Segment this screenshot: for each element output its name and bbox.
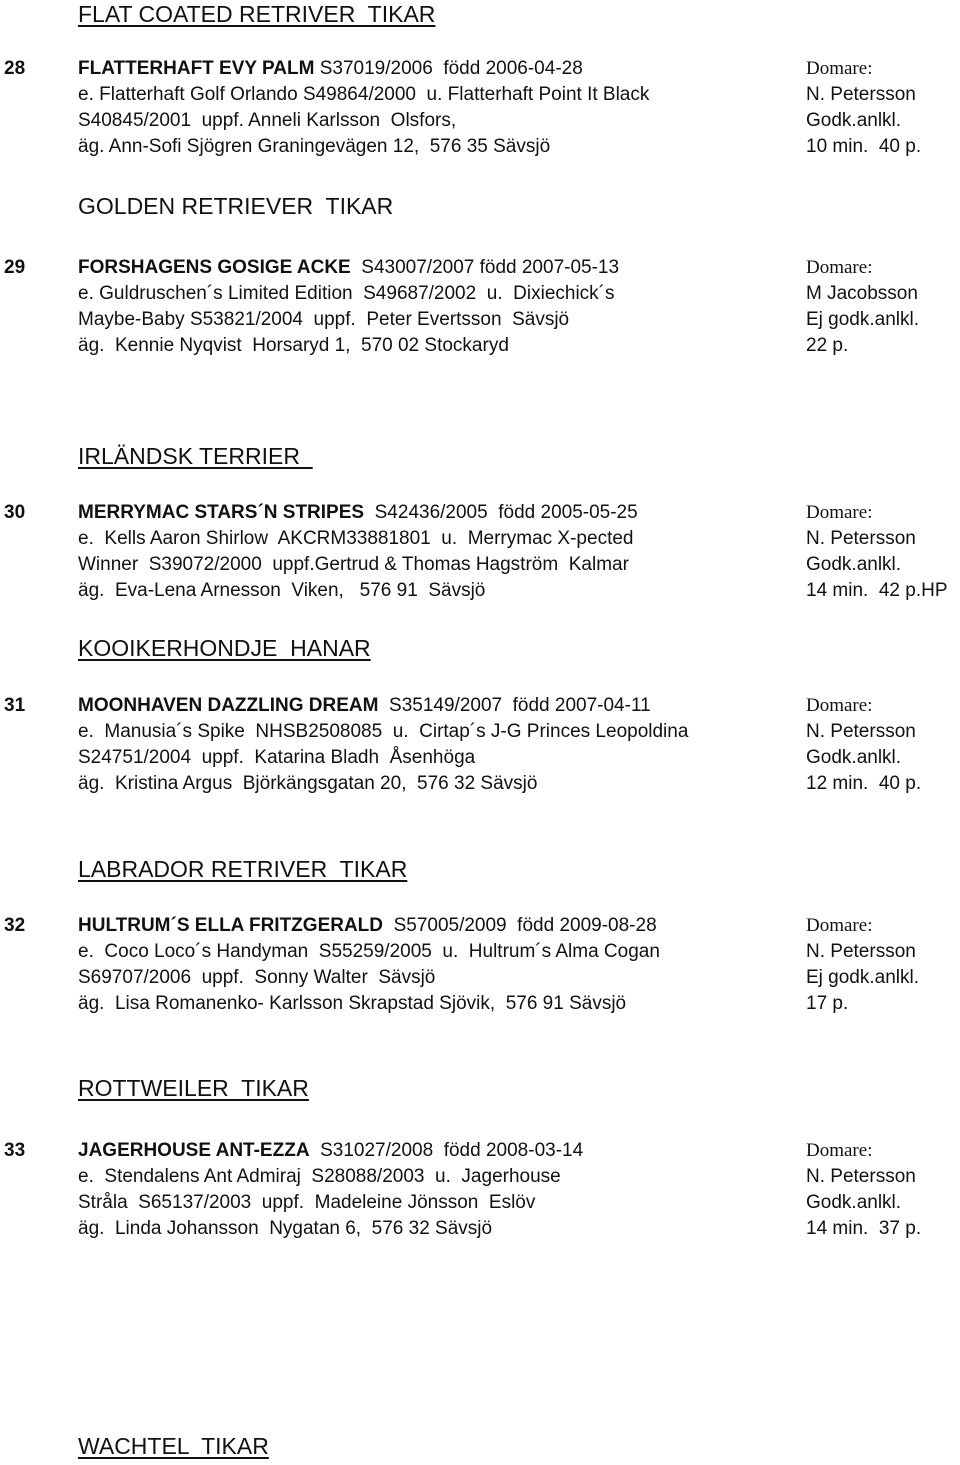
- result: Ej godk.anlkl.: [806, 967, 920, 988]
- dog-entry: [0, 693, 960, 803]
- dog-entry: [0, 913, 960, 1023]
- parents-line: e. Flatterhaft Golf Orlando S49864/2000 u. Flatterhaft Point It Black: [78, 84, 650, 105]
- section-heading: ROTTWEILER TIKAR: [78, 1075, 309, 1101]
- owner-line: äg. Kennie Nyqvist Horsaryd 1, 570 02 Stockaryd: [78, 335, 509, 356]
- dog-name: FORSHAGENS GOSIGE ACKE: [78, 257, 351, 278]
- owner-line: äg. Kristina Argus Björkängsgatan 20, 576 32 Sävsjö: [78, 773, 538, 794]
- dog-entry: [0, 56, 960, 166]
- parents-line: e. Stendalens Ant Admiraj S28088/2003 u. Jagerhouse: [78, 1166, 561, 1187]
- section-heading: FLAT COATED RETRIVER TIKAR: [78, 1, 436, 27]
- section-heading: IRLÄNDSK TERRIER: [78, 443, 313, 469]
- judge-label: Domare:: [806, 502, 873, 523]
- time-and-points: 14 min. 42 p.HP: [806, 580, 948, 601]
- judge-name: N. Petersson: [806, 84, 916, 105]
- entry-first-line: [78, 1138, 798, 1164]
- judge-name: N. Petersson: [806, 528, 916, 549]
- dog-entry: [0, 1138, 960, 1248]
- judge-block: [806, 913, 960, 1017]
- breeder-line: Maybe-Baby S53821/2004 uppf. Peter Evertsson Sävsjö: [78, 309, 570, 330]
- entry-info: [78, 913, 798, 1017]
- entry-info: [78, 500, 798, 604]
- entry-info: [78, 1138, 798, 1242]
- time-and-points: 22 p.: [806, 335, 849, 356]
- parents-line: e. Kells Aaron Shirlow AKCRM33881801 u. Merrymac X-pected: [78, 528, 634, 549]
- registration-and-birth: S35149/2007 född 2007-04-11: [378, 695, 651, 716]
- registration-and-birth: S37019/2006 född 2006-04-28: [314, 58, 583, 79]
- time-and-points: 14 min. 37 p.: [806, 1218, 922, 1239]
- dog-name: FLATTERHAFT EVY PALM: [78, 58, 315, 79]
- judge-label: Domare:: [806, 58, 873, 79]
- registration-and-birth: S43007/2007 född 2007-05-13: [350, 257, 620, 278]
- dog-name: HULTRUM´S ELLA FRITZGERALD: [78, 915, 384, 936]
- dog-entry: [0, 255, 960, 365]
- dog-name: MERRYMAC STARS´N STRIPES: [78, 502, 365, 523]
- entry-info: [78, 693, 798, 797]
- judge-block: [806, 500, 960, 604]
- entry-number: 29: [4, 257, 26, 278]
- dog-name: JAGERHOUSE ANT-EZZA: [78, 1140, 310, 1161]
- entry-first-line: [78, 500, 798, 526]
- judge-name: M Jacobsson: [806, 283, 918, 304]
- breeder-line: S24751/2004 uppf. Katarina Bladh Åsenhöga: [78, 747, 476, 768]
- entry-info: [78, 255, 798, 359]
- entry-first-line: [78, 255, 798, 281]
- result: Godk.anlkl.: [806, 747, 902, 768]
- judge-label: Domare:: [806, 915, 873, 936]
- entry-number: 28: [4, 58, 26, 79]
- section-heading: LABRADOR RETRIVER TIKAR: [78, 856, 408, 882]
- time-and-points: 17 p.: [806, 993, 849, 1014]
- entry-number: 32: [4, 915, 26, 936]
- time-and-points: 10 min. 40 p.: [806, 136, 922, 157]
- judge-label: Domare:: [806, 257, 873, 278]
- dog-entry: [0, 500, 960, 610]
- parents-line: e. Coco Loco´s Handyman S55259/2005 u. Hultrum´s Alma Cogan: [78, 941, 660, 962]
- entry-first-line: [78, 693, 798, 719]
- section-heading: GOLDEN RETRIEVER TIKAR: [78, 193, 394, 219]
- breeder-line: S40845/2001 uppf. Anneli Karlsson Olsfors,: [78, 110, 457, 131]
- result: Godk.anlkl.: [806, 110, 902, 131]
- section-heading: KOOIKERHONDJE HANAR: [78, 635, 371, 661]
- judge-label: Domare:: [806, 1140, 873, 1161]
- judge-name: N. Petersson: [806, 721, 916, 742]
- entry-first-line: [78, 56, 798, 82]
- dog-name: MOONHAVEN DAZZLING DREAM: [78, 695, 379, 716]
- time-and-points: 12 min. 40 p.: [806, 773, 922, 794]
- result: Godk.anlkl.: [806, 554, 902, 575]
- judge-block: [806, 693, 960, 797]
- judge-block: [806, 1138, 960, 1242]
- breeder-line: Winner S39072/2000 uppf.Gertrud & Thomas Hagström Kalmar: [78, 554, 629, 575]
- entry-number: 31: [4, 695, 26, 716]
- judge-block: [806, 255, 960, 359]
- entry-first-line: [78, 913, 798, 939]
- parents-line: e. Manusia´s Spike NHSB2508085 u. Cirtap´s J-G Princes Leopoldina: [78, 721, 689, 742]
- judge-name: N. Petersson: [806, 1166, 916, 1187]
- registration-and-birth: S57005/2009 född 2009-08-28: [383, 915, 657, 936]
- section-heading: WACHTEL TIKAR: [78, 1433, 269, 1459]
- owner-line: äg. Eva-Lena Arnesson Viken, 576 91 Sävsjö: [78, 580, 486, 601]
- entry-info: [78, 56, 798, 160]
- registration-and-birth: S42436/2005 född 2005-05-25: [364, 502, 638, 523]
- owner-line: äg. Linda Johansson Nygatan 6, 576 32 Sävsjö: [78, 1218, 493, 1239]
- entry-number: 33: [4, 1140, 26, 1161]
- judge-block: [806, 56, 960, 160]
- breeder-line: Stråla S65137/2003 uppf. Madeleine Jönsson Eslöv: [78, 1192, 536, 1213]
- owner-line: äg. Ann-Sofi Sjögren Graningevägen 12, 576 35 Sävsjö: [78, 136, 551, 157]
- entry-number: 30: [4, 502, 26, 523]
- breeder-line: S69707/2006 uppf. Sonny Walter Sävsjö: [78, 967, 436, 988]
- judge-name: N. Petersson: [806, 941, 916, 962]
- owner-line: äg. Lisa Romanenko- Karlsson Skrapstad Sjövik, 576 91 Sävsjö: [78, 993, 627, 1014]
- result: Ej godk.anlkl.: [806, 309, 920, 330]
- parents-line: e. Guldruschen´s Limited Edition S49687/2002 u. Dixiechick´s: [78, 283, 615, 304]
- registration-and-birth: S31027/2008 född 2008-03-14: [309, 1140, 584, 1161]
- result: Godk.anlkl.: [806, 1192, 902, 1213]
- judge-label: Domare:: [806, 695, 873, 716]
